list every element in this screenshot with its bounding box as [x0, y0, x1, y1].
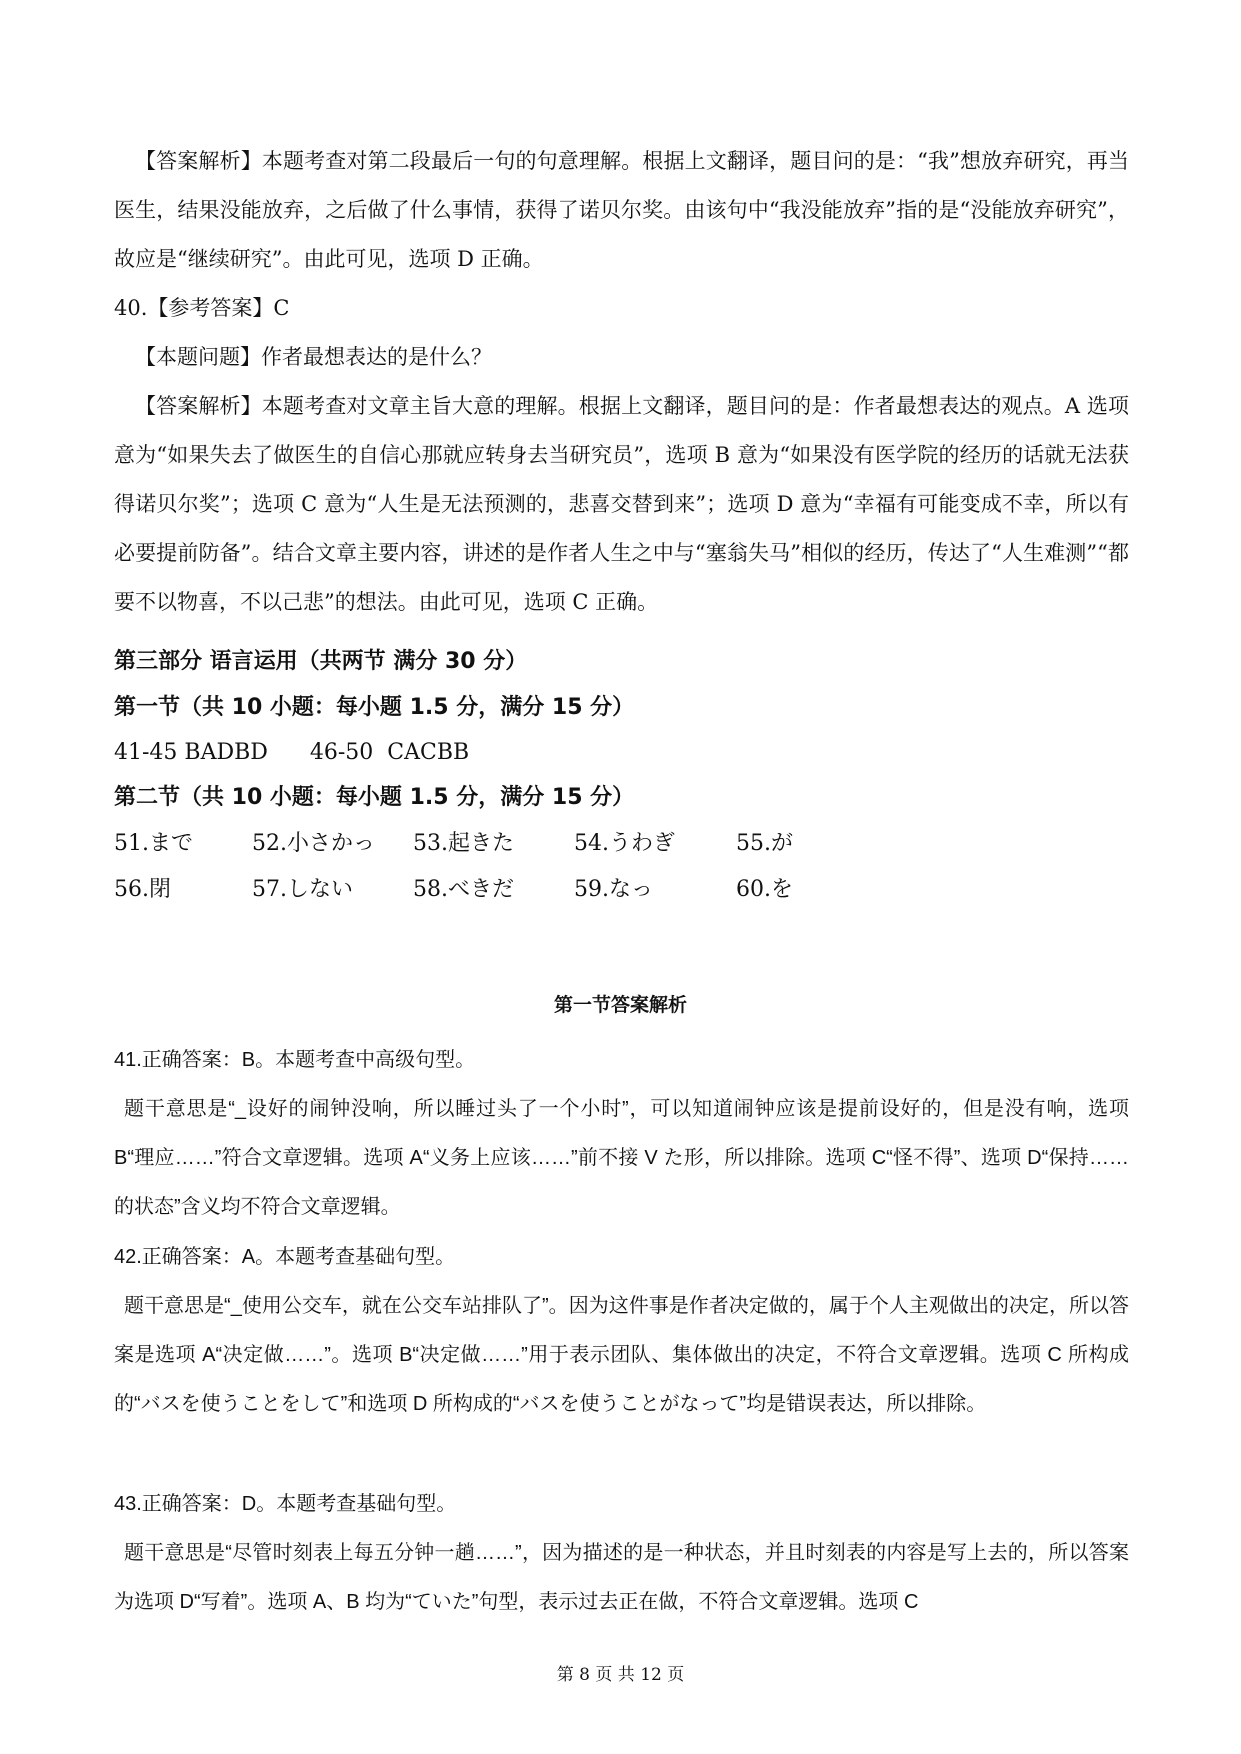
answer-59: 59.なっ — [574, 877, 653, 902]
q40-analysis-paragraph: 【答案解析】本题考查对文章主旨大意的理解。根据上文翻译，题目问的是：作者最想表达的观点。A 选项意为“如果失去了做医生的自信心那就应转身去当研究员”，选项 B 意为“如果没有医学院的经历的话就无法获得诺贝尔奖”；选项 C 意为“人生是无法预测的，悲喜交替到来”；选项 D 意为“幸福有可能变成不幸，所以有必要提前防备”。结合文章主要内容，讲述的是作者人生之中与“塞翁失马”相似的经历，传达了“人生难测”“都要不以物喜，不以己悲”的想法。由此可见，选项 C 正确。 — [114, 394, 1129, 614]
answer-53: 53.起きた — [413, 831, 514, 856]
part3-title: 第三部分 语言运用（共两节 满分 30 分） — [114, 649, 528, 674]
q42-answer: 42.正确答案：A。本题考查基础句型。 — [114, 1246, 456, 1268]
q43-answer: 43.正确答案：D。本题考查基础句型。 — [114, 1493, 457, 1515]
analysis-heading: 第一节答案解析 — [553, 994, 687, 1016]
q40-answer: 40.【参考答案】C — [114, 296, 290, 320]
section2-title: 第二节（共 10 小题：每小题 1.5 分，满分 15 分） — [114, 785, 635, 810]
page-footer: 第 8 页 共 12 页 — [556, 1665, 685, 1685]
q42-analysis-paragraph: 题干意思是“_使用公交车，就在公交车站排队了”。因为这件事是作者决定做的，属于个人主观做出的决定，所以答案是选项 A“决定做……”。选项 B“决定做……”用于表示团队、集体做出的决定，不符合文章逻辑。选项 C 所构成的“バスを使うことをして”和选项 D 所构成的“バスを使うことがなって”均是错误表达，所以排除。 — [114, 1295, 1129, 1415]
answer-60: 60.を — [736, 877, 793, 902]
answer-57: 57.しない — [252, 877, 353, 902]
answer-55: 55.が — [736, 831, 793, 856]
answer-52: 52.小さかっ — [252, 831, 375, 856]
q41-answer: 41.正确答案：B。本题考查中高级句型。 — [114, 1049, 476, 1071]
q41-analysis-paragraph: 题干意思是“_设好的闹钟没响，所以睡过头了一个小时”，可以知道闹钟应该是提前设好的，但是没有响，选项 B“理应……”符合文章逻辑。选项 A“义务上应该……”前不接 V た形，所以排除。选项 C“怪不得”、选项 D“保持……的状态”含义均不符合文章逻辑。 — [114, 1098, 1129, 1218]
answer-51: 51.まで — [114, 831, 193, 856]
q43-analysis-paragraph: 题干意思是“尽管时刻表上每五分钟一趟……”，因为描述的是一种状态，并且时刻表的内容是写上去的，所以答案为选项 D“写着”。选项 A、B 均为“ていた”句型，表示过去正在做，不符合文章逻辑。选项 C — [114, 1542, 1129, 1613]
answer-58: 58.べきだ — [413, 877, 514, 902]
answer-56: 56.閉 — [114, 877, 171, 902]
q40-question: 【本题问题】作者最想表达的是什么？ — [135, 345, 492, 369]
answer-54: 54.うわぎ — [574, 831, 675, 856]
section1-answers: 41-45 BADBD 46-50 CACBB — [114, 740, 470, 765]
section1-title: 第一节（共 10 小题：每小题 1.5 分，满分 15 分） — [114, 695, 635, 720]
q39-analysis-paragraph: 【答案解析】本题考查对第二段最后一句的句意理解。根据上文翻译，题目问的是：“我”想放弃研究，再当医生，结果没能放弃，之后做了什么事情，获得了诺贝尔奖。由该句中“我没能放弃”指的是“没能放弃研究”，故应是“继续研究”。由此可见，选项 D 正确。 — [114, 149, 1129, 271]
